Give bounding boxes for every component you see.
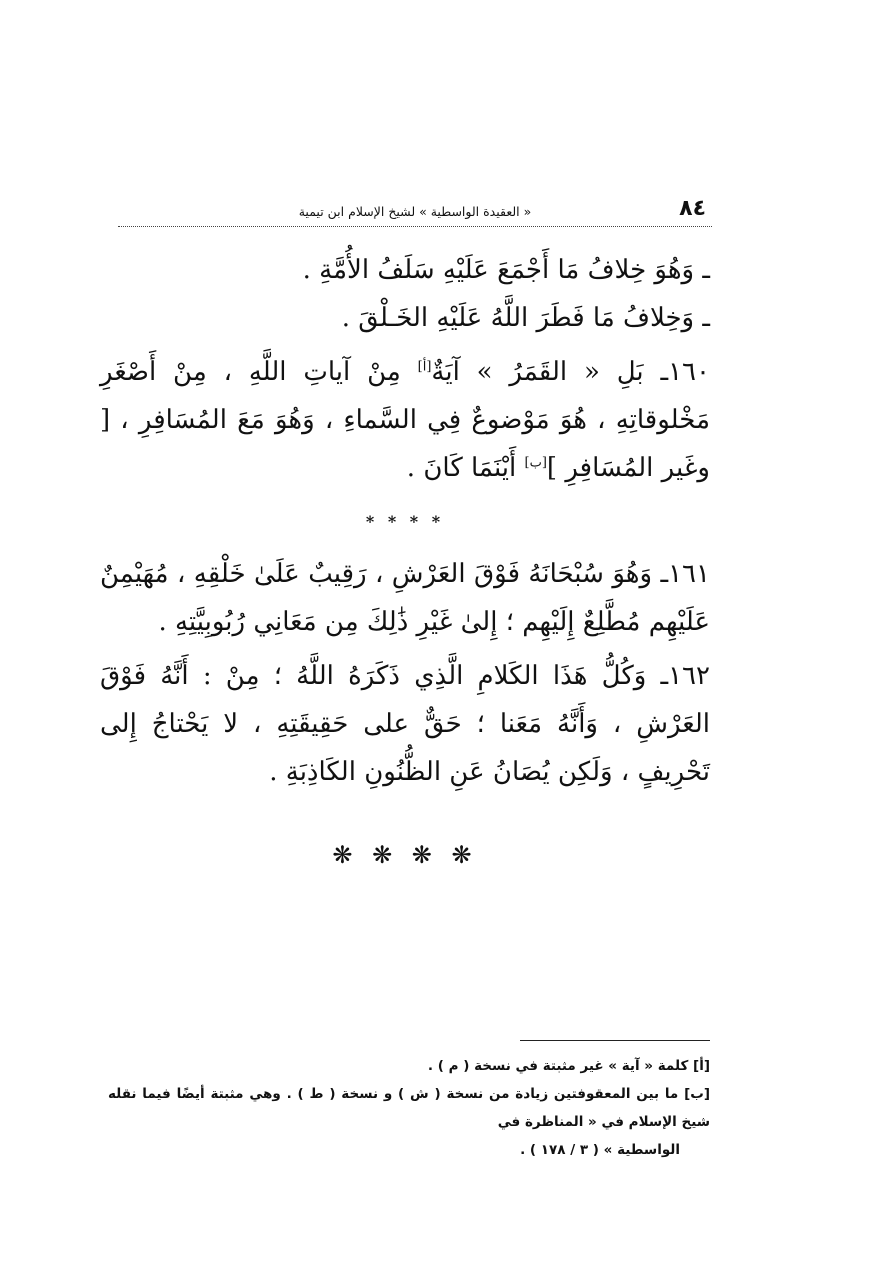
footnote-ref-b: [ب] bbox=[524, 455, 547, 471]
paragraph-160-part-1: ١٦٠ـ بَلِ « القَمَرُ » آيَةٌ bbox=[431, 357, 710, 387]
text-line-1: ـ وَهُوَ خِلافُ مَا أَجْمَعَ عَلَيْهِ سَلَفُ الأُمَّةِ . bbox=[302, 255, 710, 285]
running-title: « العقيدة الواسطية » لشيخ الإسلام ابن تيمية bbox=[298, 204, 532, 219]
footnote-a: [أ] كلمة « آية » غير مثبتة في نسخة ( م ) . bbox=[427, 1058, 710, 1074]
section-separator: * * * * bbox=[365, 512, 445, 531]
footnote-b-line-1: [ب] ما بين المعقوفتين زيادة من نسخة ( ش ) و نسخة ( ط ) . وهي مثبتة أيضًا فيما نقله شيخ الإسلام في « المناظرة في bbox=[108, 1086, 710, 1130]
page-header bbox=[118, 196, 712, 227]
page-number: ٨٤ bbox=[679, 196, 706, 221]
paragraph-162: ١٦٢ـ وَكُلُّ هَذَا الكَلامِ الَّذِي ذَكَرَهُ اللَّهُ ؛ مِنْ : أَنَّهُ فَوْقَ العَرْشِ ، وَأَنَّهُ مَعَنا ؛ حَقٌّ على حَقِيقَتِهِ ، لا يَحْتاجُ إِلى تَحْرِيفٍ ، وَلَكِن يُصَانُ عَنِ الظُّنُونِ الكَاذِبَةِ . bbox=[100, 661, 710, 787]
paragraph-161: ١٦١ـ وَهُوَ سُبْحَانَهُ فَوْقَ العَرْشِ ، رَقِيبٌ عَلَىٰ خَلْقِهِ ، مُهَيْمِنٌ عَلَيْهِم مُطَّلِعٌ إِلَيْهِم ؛ إِلىٰ غَيْرِ ذَٰلِكَ مِن مَعَانِي رُبُوبِيَّتِهِ . bbox=[100, 559, 710, 637]
text-line-2: ـ وَخِلافُ مَا فَطَرَ اللَّهُ عَلَيْهِ الخَـلْقَ . bbox=[341, 303, 710, 333]
paragraph-160-part-2: مِنْ آياتِ اللَّهِ ، مِنْ أَصْغَرِ مَخْلوقاتِهِ ، هُوَ مَوْضوعٌ فِي السَّماءِ ، وَهُوَ مَعَ المُسَافِرِ ، [ وغَير المُسَافِرِ ] bbox=[100, 357, 710, 483]
paragraph-160 bbox=[100, 348, 710, 492]
end-separator: ❋ ❋ ❋ ❋ bbox=[332, 841, 478, 869]
footnotes bbox=[108, 1052, 710, 1164]
footnote-b-line-2: الواسطية » ( ٣ / ١٧٨ ) . bbox=[520, 1142, 680, 1158]
footnote-divider bbox=[520, 1040, 710, 1041]
footnote-ref-a: [أ] bbox=[417, 359, 432, 375]
paragraph-160-part-3: أَيْنَمَا كَانَ . bbox=[406, 453, 525, 483]
main-text bbox=[100, 246, 710, 870]
